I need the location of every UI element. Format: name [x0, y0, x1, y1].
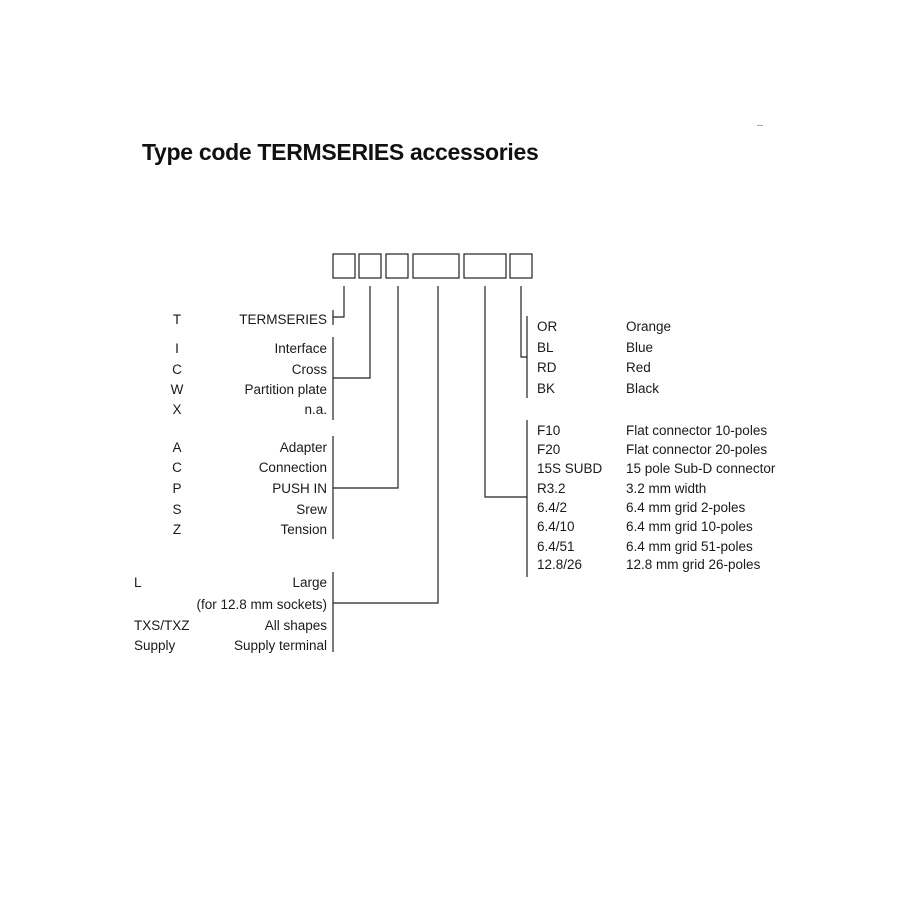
type-code-option: BL: [537, 340, 554, 355]
code-box-4: [413, 254, 459, 278]
type-code-description: Partition plate: [244, 382, 327, 397]
type-code-option: 12.8/26: [537, 557, 583, 572]
type-code-description: Cross: [291, 362, 327, 377]
corner-mark: --: [757, 120, 763, 130]
connector-box-1: [333, 286, 344, 325]
type-code-option: 6.4/2: [537, 500, 568, 515]
type-code-option-description: Blue: [626, 340, 654, 355]
type-code-option-description: Flat connector 20-poles: [626, 442, 768, 457]
type-code-letter: TXS/TXZ: [134, 618, 190, 633]
type-code-option-description: 6.4 mm grid 2-poles: [626, 500, 746, 515]
type-code-option-description: 15 pole Sub-D connector: [626, 461, 776, 476]
type-code-description: n.a.: [304, 402, 327, 417]
type-code-option-description: Flat connector 10-poles: [626, 423, 768, 438]
type-code-description: (for 12.8 mm sockets): [196, 597, 327, 612]
code-box-1: [333, 254, 355, 278]
type-code-option-description: Orange: [626, 319, 672, 334]
type-code-option-description: Black: [626, 381, 660, 396]
connector-box-4: [333, 286, 438, 652]
type-code-description: Tension: [280, 522, 327, 537]
type-code-option: F10: [537, 423, 561, 438]
type-code-letter: S: [172, 502, 182, 517]
type-code-letter: X: [172, 402, 182, 417]
type-code-description: Large: [292, 575, 327, 590]
code-box-6: [510, 254, 532, 278]
type-code-description: Adapter: [279, 440, 327, 455]
code-box-2: [359, 254, 381, 278]
type-code-letter: W: [170, 382, 184, 397]
connector-box-6: [521, 286, 527, 398]
type-code-letter: I: [175, 341, 179, 356]
type-code-letter: T: [172, 312, 182, 327]
type-code-option: RD: [537, 360, 557, 375]
type-code-option: BK: [537, 381, 556, 396]
type-code-option: OR: [537, 319, 558, 334]
type-code-description: Srew: [296, 502, 327, 517]
connector-box-2: [333, 286, 370, 420]
page-title: Type code TERMSERIES accessories: [142, 139, 539, 165]
type-code-option: 15S SUBD: [537, 461, 603, 476]
code-box-3: [386, 254, 408, 278]
type-code-description: All shapes: [264, 618, 327, 633]
type-code-letter: Supply: [134, 638, 176, 653]
type-code-option-description: 6.4 mm grid 10-poles: [626, 519, 753, 534]
type-code-letter: P: [172, 481, 182, 496]
code-box-5: [464, 254, 506, 278]
type-code-letter: Z: [172, 522, 182, 537]
type-code-description: PUSH IN: [272, 481, 327, 496]
type-code-option: 6.4/51: [537, 539, 575, 554]
type-code-option: 6.4/10: [537, 519, 575, 534]
type-code-option: F20: [537, 442, 561, 457]
type-code-letter: L: [134, 575, 142, 590]
type-code-option-description: 3.2 mm width: [626, 481, 707, 496]
type-code-description: Interface: [274, 341, 327, 356]
type-code-option-description: Red: [626, 360, 651, 375]
type-code-letter: A: [172, 440, 182, 455]
type-code-letter: C: [172, 460, 182, 475]
type-code-option-description: 12.8 mm grid 26-poles: [626, 557, 761, 572]
type-code-letter: C: [172, 362, 182, 377]
connector-box-3: [333, 286, 398, 539]
type-code-option: R3.2: [537, 481, 566, 496]
type-code-description: TERMSERIES: [239, 312, 327, 327]
type-code-option-description: 6.4 mm grid 51-poles: [626, 539, 753, 554]
type-code-description: Connection: [258, 460, 327, 475]
type-code-description: Supply terminal: [233, 638, 327, 653]
